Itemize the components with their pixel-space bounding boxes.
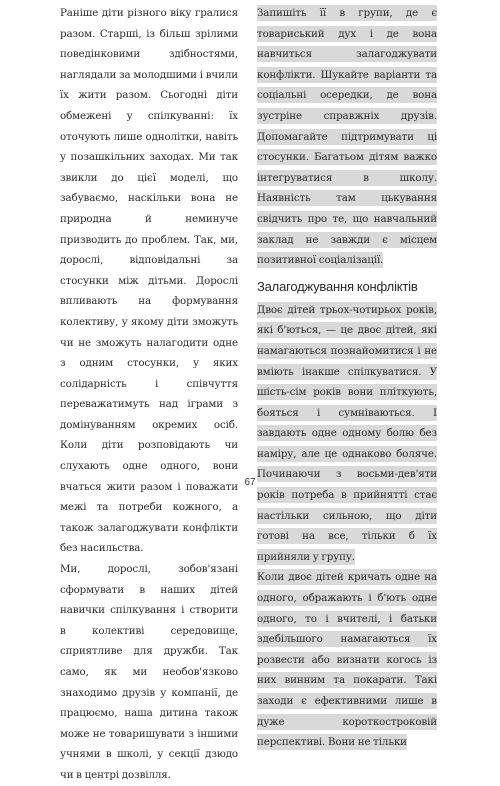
highlighted-text: Двоє дітей трьох-чотирьох років, які б'ються, — це двоє дітей, які намагаються познайомитися і не вміють інакше спілкуватися. У шість-сім років вони пліткують, бояться і сумніваються. І завдають одне одному болю без наміру, але це однаково боляче. Починаючи з восьми-дев'яти років потреба в прийнятті стає настільки сильною, що діти готові на все, тільки б їх прийняли у групу. — [257, 303, 437, 563]
body-paragraph: Раніше діти різного віку гралися разом. Старші, із більш зрілими поведінковими здібностями, наглядали за молодшими і вчили їх жити разом. Сьогодні діти обмежені у спілкуванні: їх оточують лише однолітки, навіть у позашкільних заходах. Ми так звикли до цієї моделі, що забуваємо, наскільки вона не природна й неминуче призводить до проблем. Так, ми, дорослі, відповідальні за стосунки між дітьми. Дорослі впливають на формування колективу, у якому діти зможуть чи не зможуть налагодити одне з одним стосунки, у яких солідарність і співчуття переважатимуть над іграми з домінуванням окремих осіб. Коли діти розповідають чи слухають одне одного, вони вчаться жити разом і поважати межі та потреби кожного, а також залагоджувати конфлікти без насильства. — [60, 7, 238, 555]
body-paragraph — [257, 3, 437, 271]
section-heading: Залагоджування конфліктів — [257, 278, 418, 294]
highlighted-text: Коли двоє дітей кричать одне на одного, ображають і б'ють одне одного, то і вчителі, і батьки здебільшого намагаються їх розвести або визнати когось із них винним та покарати. Такі заходи є ефективними лише в дуже короткостроковій перспективі. Вони не тільки — [257, 571, 437, 749]
page-number: 67 — [244, 477, 256, 488]
body-paragraph — [257, 300, 437, 568]
body-paragraph — [257, 567, 437, 752]
highlighted-text: Запишіть її в групи, де є товариський дух і де вона навчиться залагоджувати конфлікти. Шукайте варіанти та соціальні осередки, де вона зустріне справжніх друзів. Допомагайте підтримувати ці стосунки. Багатьом дітям важко інтегруватися в школу. Наявність там цькування свідчить про те, що навчальний заклад не завжди є місцем позитивної соціалізації. — [257, 7, 437, 267]
right-column — [257, 3, 437, 753]
body-paragraph: Ми, дорослі, зобов'язані сформувати в наших дітей навички спілкування і створити в колективі середовище, сприятливе для дружби. Так само, як ми необов'язково знаходимо друзів у компанії, де працюємо, наша дитина також може не товаришувати з іншими учнями в школі, у секції дзюдо чи в центрі дозвілля. — [60, 563, 238, 781]
left-column — [60, 3, 238, 786]
